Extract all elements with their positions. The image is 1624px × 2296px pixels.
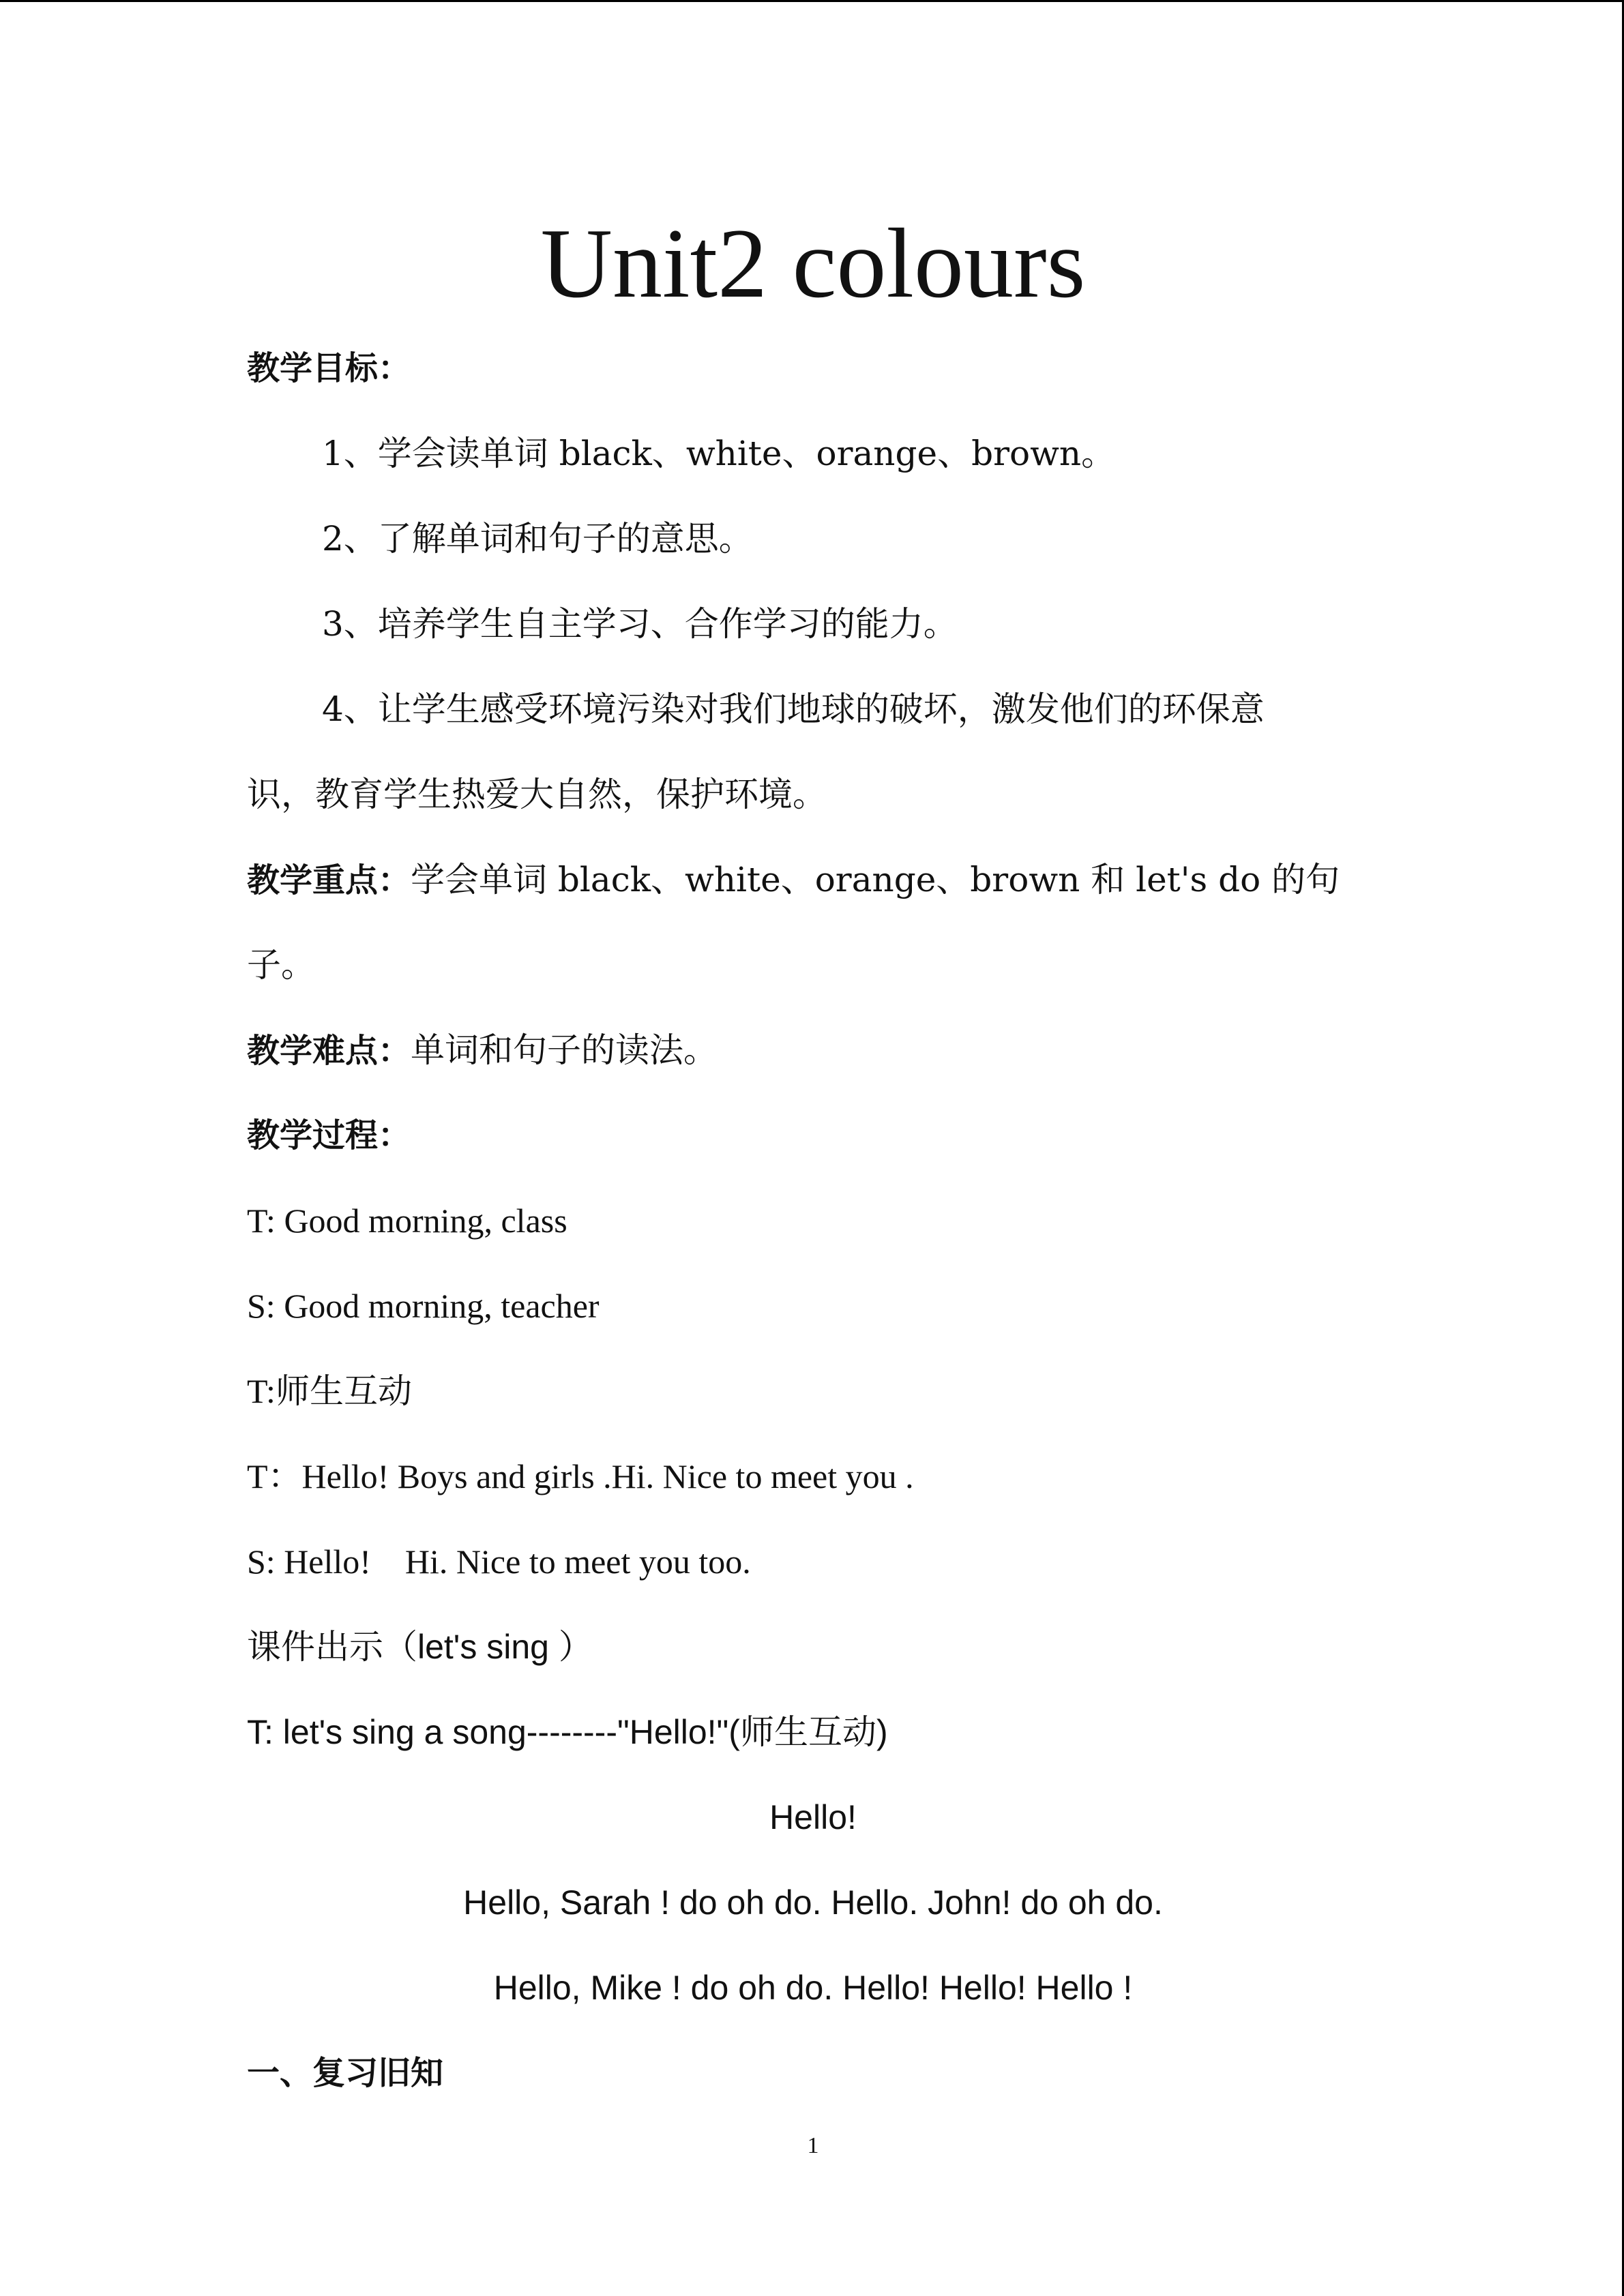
section-one-heading: 一、复习旧知 bbox=[247, 2054, 444, 2092]
objective-item-2: 2、了解单词和句子的意思。 bbox=[322, 519, 753, 558]
key-points-paragraph bbox=[247, 837, 1340, 923]
song-lyric-line-2: Hello, Mike ! do oh do. Hello! Hello! Hello ! bbox=[493, 1969, 1133, 2007]
objectives-heading: 教学目标： bbox=[247, 349, 411, 387]
difficulties-text: 单词和句子的读法。 bbox=[411, 1030, 718, 1070]
courseware-note: 课件出示（let's sing ） bbox=[247, 1628, 593, 1666]
objective-item-4: 4、让学生感受环境污染对我们地球的破坏，激发他们的环保意 bbox=[322, 689, 1265, 729]
difficulties-paragraph bbox=[247, 1008, 718, 1093]
dialogue-line-1: T: Good morning, class bbox=[247, 1202, 567, 1240]
song-title: Hello! bbox=[769, 1798, 857, 1836]
song-intro: T: let's sing a song--------"Hello!"(师生互动) bbox=[247, 1713, 888, 1751]
dialogue-line-4: T：Hello! Boys and girls .Hi. Nice to meet you . bbox=[247, 1457, 914, 1495]
dialogue-line-2: S: Good morning, teacher bbox=[247, 1287, 600, 1325]
key-points-label: 教学重点： bbox=[247, 861, 411, 899]
difficulties-label: 教学难点： bbox=[247, 1032, 411, 1070]
objective-item-1: 1、学会读单词 black、white、orange、brown。 bbox=[322, 434, 1116, 473]
document-title: Unit2 colours bbox=[540, 208, 1086, 318]
song-lyric-line-1: Hello, Sarah ! do oh do. Hello. John! do oh do. bbox=[463, 1883, 1163, 1922]
page-number: 1 bbox=[807, 2133, 819, 2158]
dialogue-line-3: T:师生互动 bbox=[247, 1372, 412, 1410]
key-points-continuation: 子。 bbox=[247, 945, 315, 985]
objective-item-3: 3、培养学生自主学习、合作学习的能力。 bbox=[322, 604, 958, 644]
document-page bbox=[247, 0, 1379, 2296]
dialogue-line-5: S: Hello! Hi. Nice to meet you too. bbox=[247, 1542, 751, 1581]
key-points-text: 学会单词 black、white、orange、brown 和 let's do 的句 bbox=[411, 860, 1340, 899]
process-heading: 教学过程： bbox=[247, 1116, 411, 1154]
objective-item-4-continuation: 识，教育学生热爱大自然，保护环境。 bbox=[247, 775, 827, 814]
